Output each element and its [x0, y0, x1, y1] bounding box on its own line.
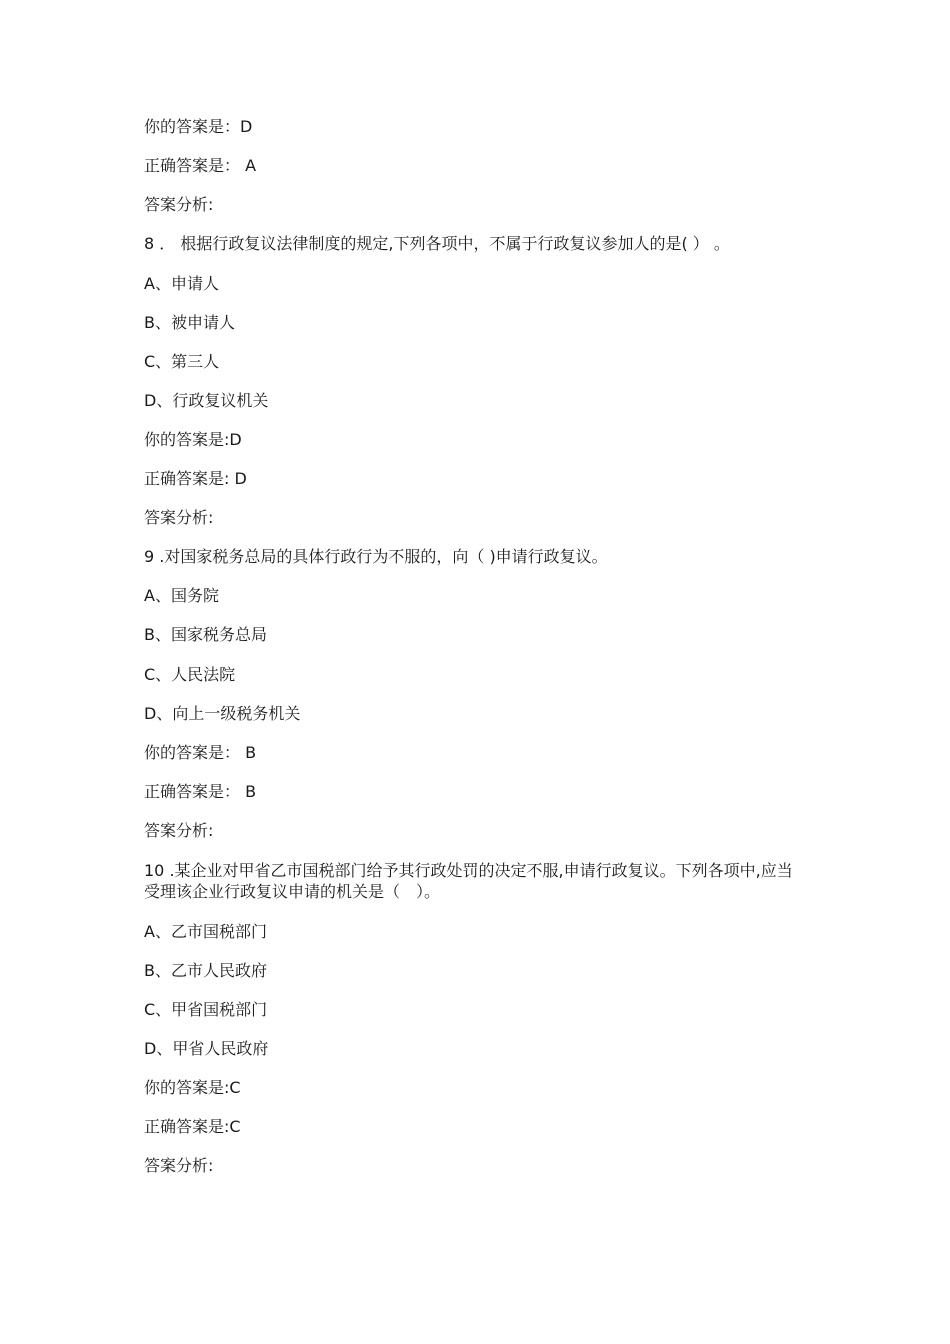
- question-9-option-a: A、国务院: [144, 586, 219, 605]
- question-10-option-c: C、甲省国税部门: [144, 1000, 268, 1019]
- question-9-text: 9 .对国家税务总局的具体行政行为不服的，向（ )申请行政复议。: [144, 547, 608, 566]
- question-10-option-d: D、甲省人民政府: [144, 1039, 269, 1058]
- question-10-option-b: B、乙市人民政府: [144, 961, 267, 980]
- question-8-your-answer: 你的答案是:D: [144, 430, 242, 449]
- question-8-correct-answer: 正确答案是: D: [144, 469, 247, 488]
- answer-analysis-label: 答案分析:: [144, 195, 214, 214]
- question-8-analysis-label: 答案分析:: [144, 508, 214, 527]
- question-9-option-c: C、人民法院: [144, 665, 236, 684]
- question-8-option-b: B、被申请人: [144, 313, 235, 332]
- correct-answer-line: 正确答案是： A: [144, 156, 257, 175]
- question-9-your-answer: 你的答案是： B: [144, 743, 257, 762]
- question-10-option-a: A、乙市国税部门: [144, 922, 267, 941]
- question-9-option-b: B、国家税务总局: [144, 625, 267, 644]
- question-8-option-c: C、第三人: [144, 352, 220, 371]
- question-9-analysis-label: 答案分析:: [144, 821, 214, 840]
- question-10-analysis-label: 答案分析:: [144, 1156, 214, 1175]
- question-10-your-answer: 你的答案是:C: [144, 1078, 241, 1097]
- question-9-correct-answer: 正确答案是： B: [144, 782, 257, 801]
- question-8-text: 8 ． 根据行政复议法律制度的规定,下列各项中，不属于行政复议参加人的是( ） 。: [144, 234, 730, 253]
- question-9-option-d: D、向上一级税务机关: [144, 704, 301, 723]
- your-answer-line: 你的答案是：D: [144, 117, 253, 136]
- question-10-correct-answer: 正确答案是:C: [144, 1117, 241, 1136]
- question-10-text: 10 .某企业对甲省乙市国税部门给予其行政处罚的决定不服,申请行政复议。下列各项中,应当受理该企业行政复议申请的机关是（ ）。: [144, 861, 793, 901]
- question-8-option-d: D、行政复议机关: [144, 391, 269, 410]
- question-8-option-a: A、申请人: [144, 274, 219, 293]
